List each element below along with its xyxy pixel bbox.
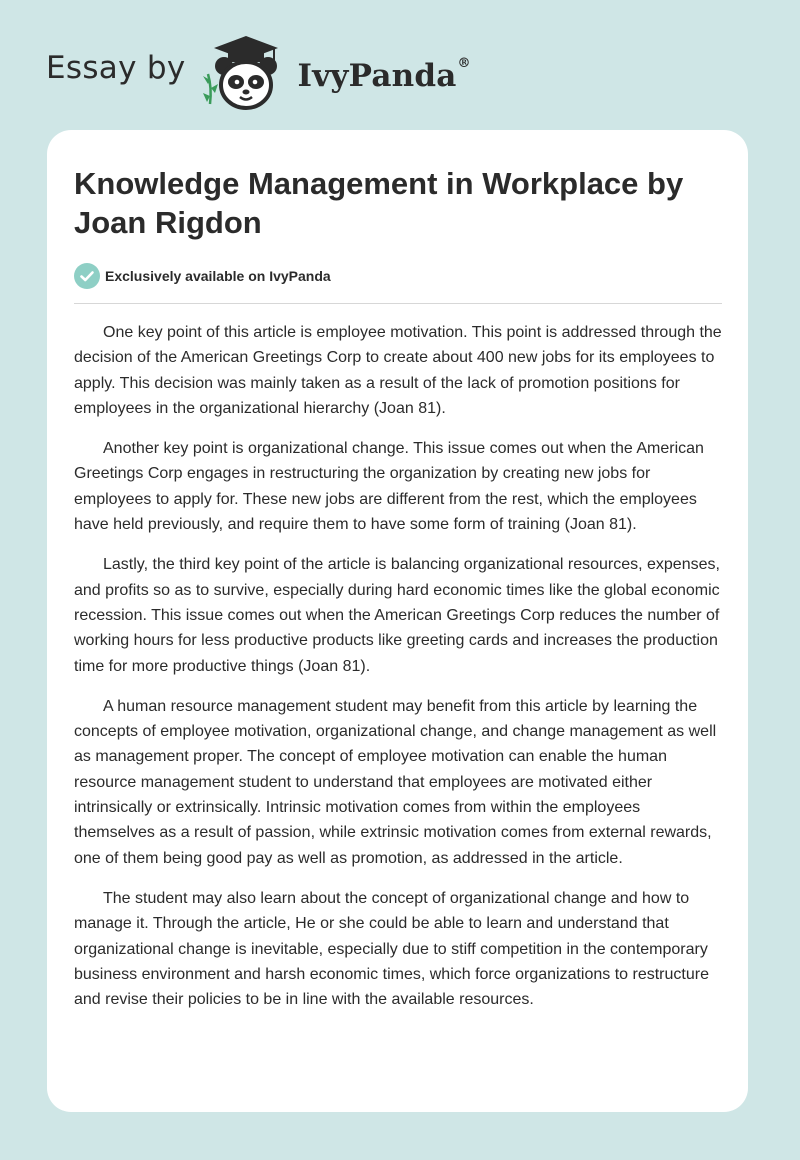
site-header	[46, 30, 471, 114]
paragraph: The student may also learn about the concept of organizational change and how to manage it. Through the article, He or she could be able to learn and understand that organizational change is inevitable, especially due to stiff competition in the contemporary business environment and harsh economic times, which force organizations to restructure and revise their policies to be in line with the available resources.	[74, 889, 709, 1009]
brand-name: IvyPanda®	[297, 56, 471, 94]
page-title: Knowledge Management in Workplace by Joan Rigdon	[74, 166, 684, 240]
essay-by-label: Essay by	[46, 50, 186, 86]
divider	[74, 303, 722, 304]
panda-graduate-logo-icon	[200, 30, 292, 114]
check-circle-icon	[74, 263, 100, 289]
registered-mark: ®	[457, 56, 471, 71]
paragraph: Another key point is organizational change. This issue comes out when the American Greetings Corp engages in restructuring the organization by creating new jobs for employees to apply for. These new jobs are different from the rest, which the employees have held previously, and require them to have some form of training (Joan 81).	[74, 440, 704, 534]
paragraph: One key point of this article is employee motivation. This point is addressed through the decision of the American Greetings Corp to create about 400 new jobs for its employees to apply. This decision was mainly taken as a result of the lack of promotion positions for employees in the organizational hierarchy (Joan 81).	[74, 324, 722, 417]
essay-card	[47, 130, 748, 1112]
exclusive-badge	[74, 263, 331, 289]
paragraph: Lastly, the third key point of the article is balancing organizational resources, expenses, and profits so as to survive, especially during hard economic times like the global economic recession. This issue comes out when the American Greetings Corp reduces the number of working hours for less productive products like greeting cards and increases the production time for more productive things (Joan 81).	[74, 556, 720, 675]
exclusive-label: Exclusively available on IvyPanda	[105, 268, 331, 284]
essay-body	[74, 320, 724, 1027]
paragraph: A human resource management student may benefit from this article by learning the concepts of employee motivation, organizational change, and change management as well as management proper. The concept of employee motivation can enable the human resource management student to understand that employees are motivated either intrinsically or extrinsically. Intrinsic motivation comes from within the employees themselves as a result of passion, while extrinsic motivation comes from external rewards, one of them being good pay as well as promotion, as addressed in the article.	[74, 697, 717, 867]
